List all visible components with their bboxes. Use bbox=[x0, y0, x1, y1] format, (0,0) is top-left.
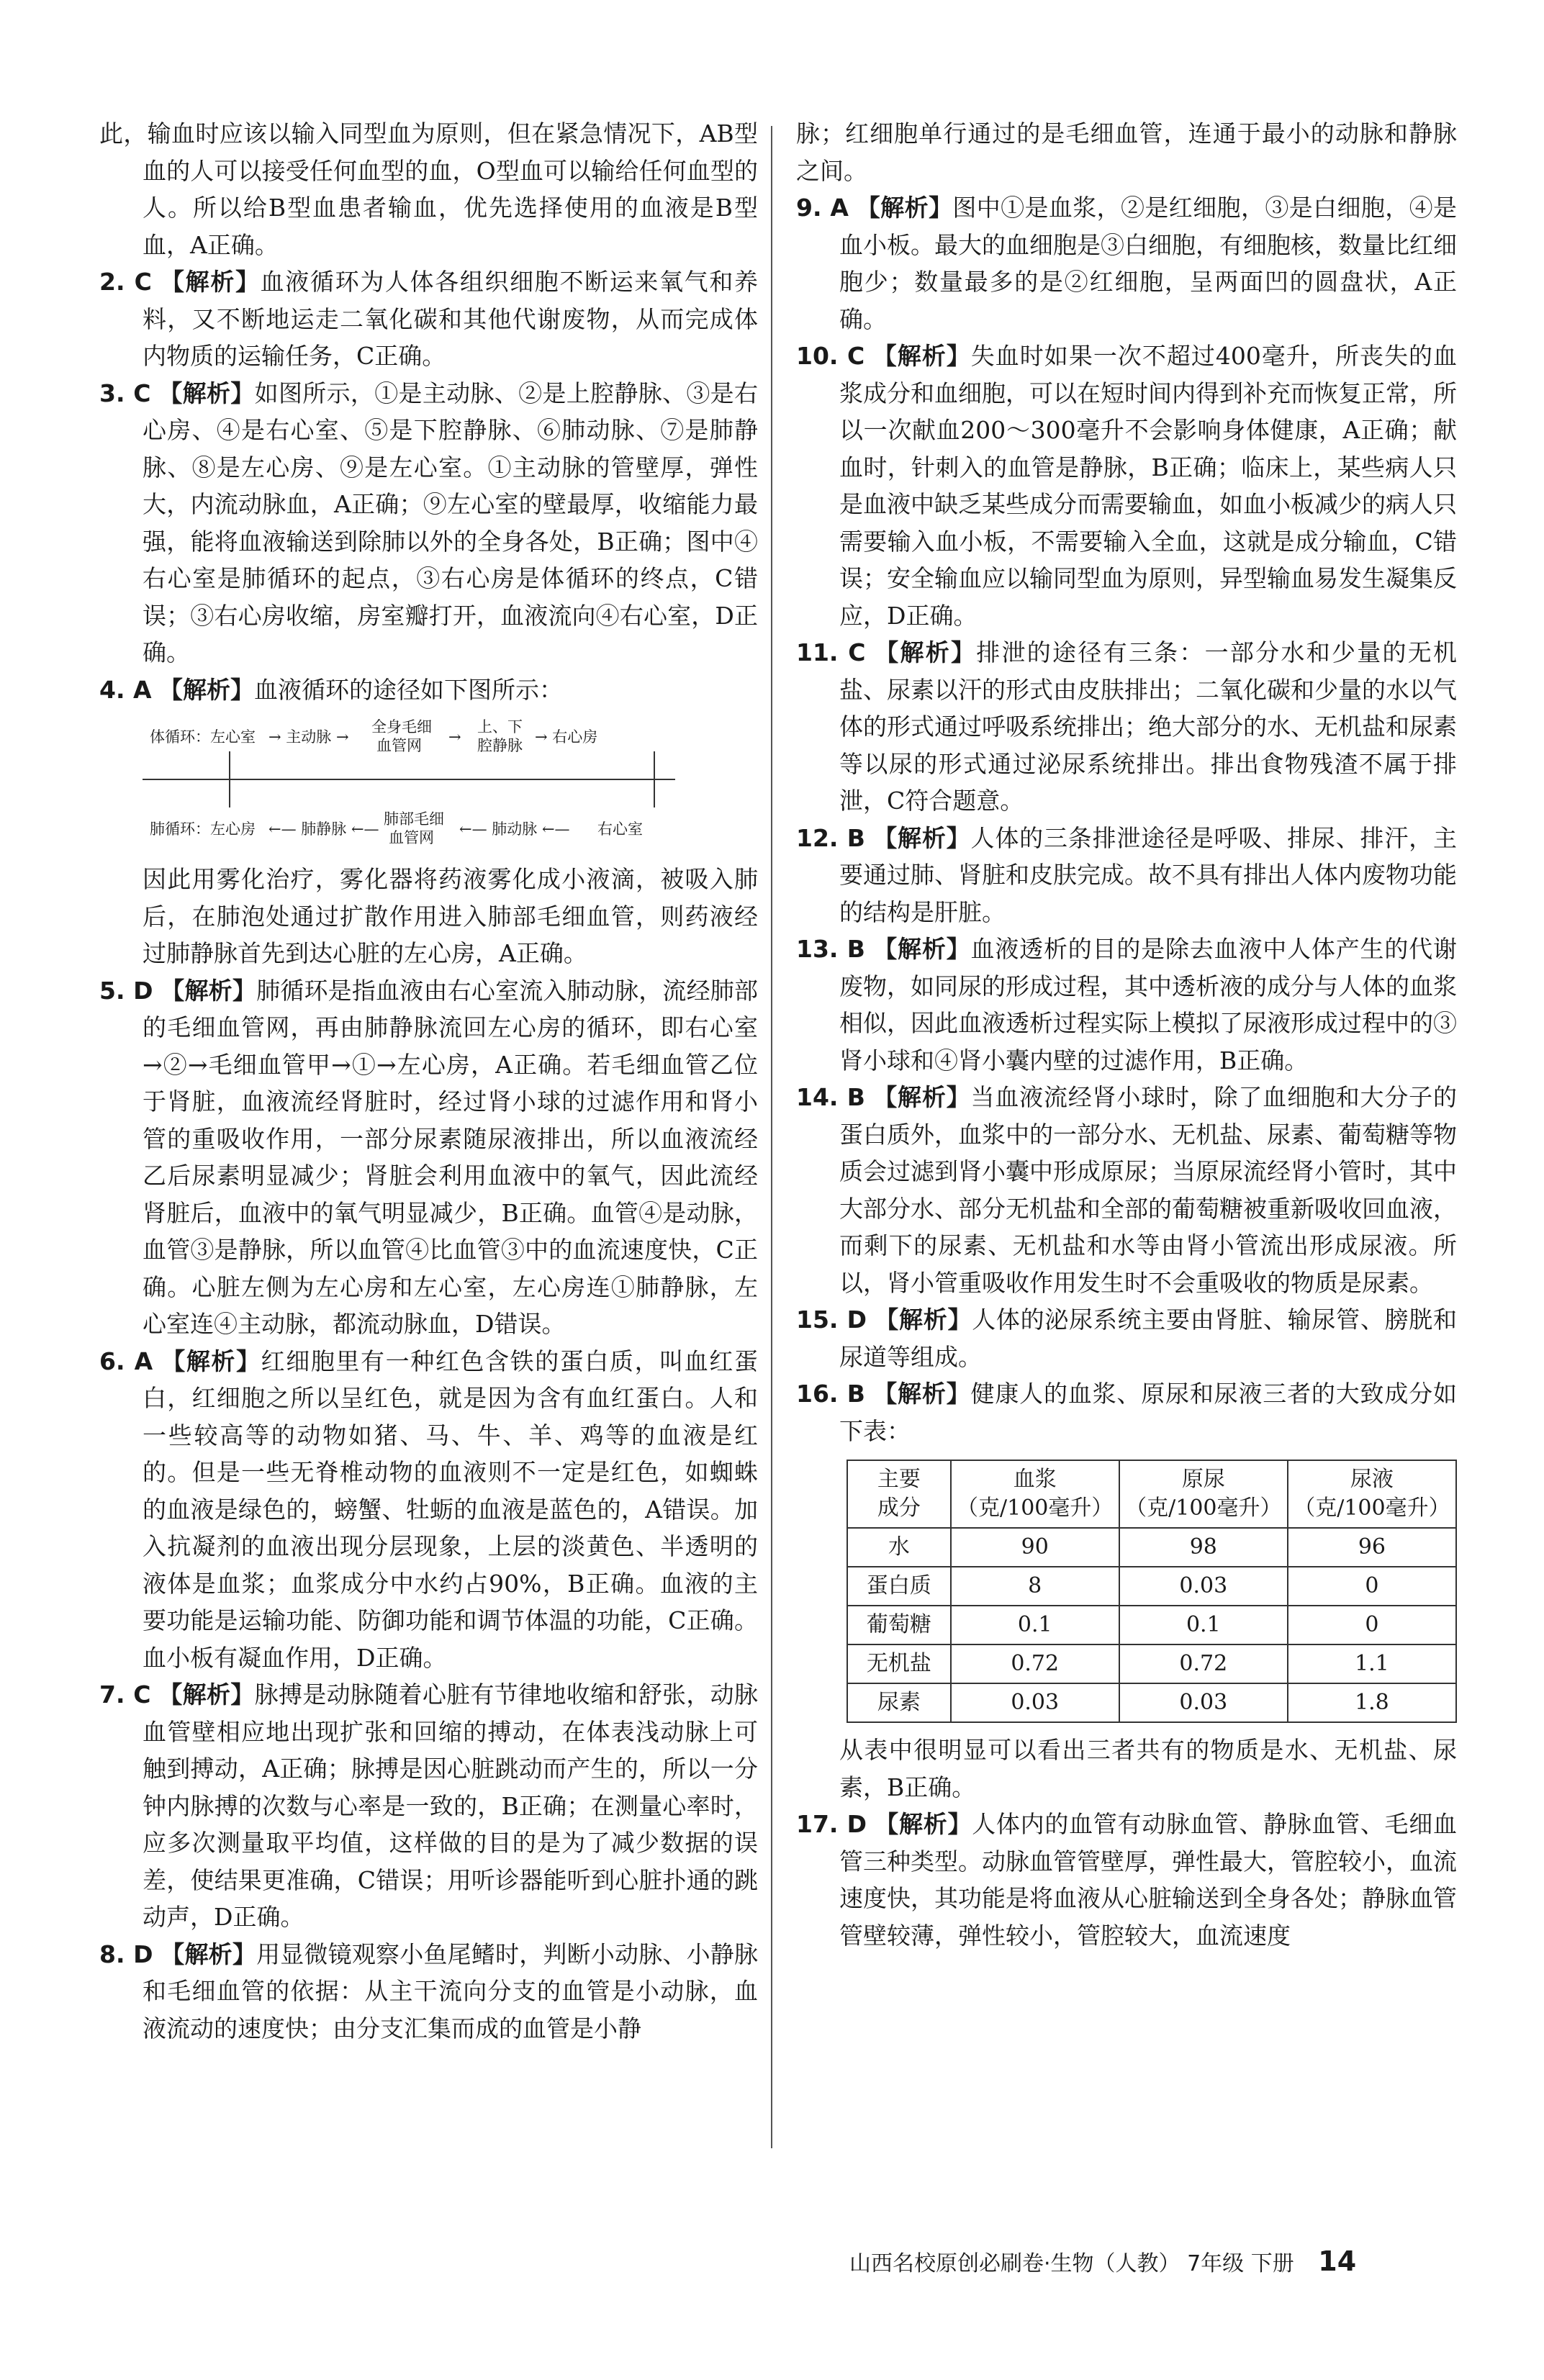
answer-text: 人体的三条排泄途径是呼吸、排尿、排汗，主要通过肺、肾脏和皮肤完成。故不具有排出人体内废物功能的结构是肝脏。 bbox=[839, 823, 1457, 926]
page-number: 14 bbox=[1318, 2245, 1357, 2277]
answer-text: 健康人的血浆、原尿和尿液三者的大致成分如下表： bbox=[839, 1380, 1457, 1445]
answer-text: 人体内的血管有动脉血管、静脉血管、毛细血管三种类型。动脉血管管壁厚，弹性最大，管腔较小，血流速度快，其功能是将血液从心脏输送到全身各处；静脉血管管壁较薄，弹性较小，管腔较大，血流速度 bbox=[839, 1810, 1458, 1950]
row-label: 葡萄糖 bbox=[847, 1606, 951, 1644]
divider-line bbox=[143, 779, 675, 780]
header-unit: （克/100毫升） bbox=[957, 1496, 1114, 1521]
lung-capillary-line2: 血管网 bbox=[389, 829, 434, 846]
answer-number: 17. D bbox=[796, 1810, 867, 1838]
table-cell: 1.8 bbox=[1288, 1683, 1456, 1722]
answer-number: 5. D bbox=[99, 976, 153, 1005]
table-cell: 0.1 bbox=[951, 1606, 1119, 1644]
answer-16-continued bbox=[796, 1732, 1457, 1806]
answer-5 bbox=[99, 972, 758, 1343]
table-row bbox=[847, 1644, 1456, 1683]
answer-text: 血液循环的途径如下图所示： bbox=[254, 675, 564, 704]
body-vein-line2: 腔静脉 bbox=[477, 737, 523, 754]
lung-right-ventricle: 右心室 bbox=[597, 820, 643, 838]
lung-capillary-line1: 肺部毛细 bbox=[384, 810, 444, 828]
table-cell: 0.03 bbox=[951, 1683, 1119, 1722]
answer-14 bbox=[796, 1079, 1457, 1301]
analysis-tag: 【解析】 bbox=[873, 935, 971, 963]
answer-text: 红细胞里有一种红色含铁的蛋白质，叫血红蛋白，红细胞之所以呈红色，就是因为含有血红蛋白。人和一些较高等的动物如猪、马、牛、羊、鸡等的血液是红的。但是一些无脊椎动物的血液则不一定是红色，如蜘蛛的血液是绿色的，螃蟹、牡蛎的血液是蓝色的，A错误。加入抗凝剂的血液出现分层现象，上层的淡黄色、半透明的液体是血浆；血浆成分中水约占90%，B正确。血液的主要功能是运输功能、防御功能和调节体温的功能，C正确。血小板有凝血作用，D正确。 bbox=[143, 1347, 759, 1672]
analysis-tag: 【解析】 bbox=[875, 1306, 972, 1334]
answer-16 bbox=[796, 1375, 1457, 1449]
page-footer bbox=[849, 2245, 1468, 2277]
analysis-tag: 【解析】 bbox=[161, 268, 261, 296]
answer-8-continued bbox=[796, 115, 1457, 189]
answer-number: 15. D bbox=[796, 1306, 867, 1334]
answer-number: 11. C bbox=[796, 638, 866, 666]
body-arrow: → bbox=[448, 728, 461, 746]
table-row bbox=[847, 1683, 1456, 1722]
header-text: 尿液 bbox=[1350, 1467, 1394, 1492]
answer-number: 13. B bbox=[796, 935, 865, 963]
answer-text: 此，输血时应该以输入同型血为原则，但在紧急情况下，AB型血的人可以接受任何血型的血，O型血可以输给任何血型的人。所以给B型血患者输血，优先选择使用的血液是B型血，A正确。 bbox=[99, 119, 758, 259]
header-unit: （克/100毫升） bbox=[1125, 1496, 1282, 1521]
body-capillary-line1: 全身毛细 bbox=[371, 718, 432, 736]
footer-series: 山西名校原创必刷卷·生物（人教） bbox=[849, 2251, 1180, 2276]
table-cell: 0 bbox=[1288, 1606, 1456, 1644]
analysis-tag: 【解析】 bbox=[873, 823, 971, 852]
answer-text: 失血时如果一次不超过400毫升，所丧失的血浆成分和血细胞，可以在短时间内得到补充而恢复正常，所以一次献血200～300毫升不会影响身体健康，A正确；献血时，针刺入的血管是静脉，B正确；临床上，某些病人只是血液中缺乏某些成分而需要输血，如血小板减少的病人只需要输入血小板，不需要输入全血，这就是成分输血，C错误；安全输血应以输同型血为原则，异型输血易发生凝集反应，D正确。 bbox=[839, 342, 1457, 630]
answer-4-continued bbox=[99, 861, 758, 972]
answer-number: 16. B bbox=[796, 1380, 865, 1408]
table-header-cell bbox=[951, 1460, 1119, 1528]
row-label: 尿素 bbox=[847, 1683, 951, 1722]
answer-number: 12. B bbox=[796, 823, 865, 852]
table-cell: 1.1 bbox=[1288, 1644, 1456, 1683]
table-row bbox=[847, 1528, 1456, 1567]
answer-12 bbox=[796, 820, 1457, 931]
column-divider bbox=[771, 126, 772, 2148]
analysis-tag: 【解析】 bbox=[158, 379, 255, 407]
analysis-tag: 【解析】 bbox=[159, 675, 255, 704]
body-arrow-aorta: → 主动脉 → bbox=[268, 728, 349, 746]
answer-text: 人体的泌尿系统主要由肾脏、输尿管、膀胱和尿道等组成。 bbox=[839, 1306, 1458, 1371]
header-text: 原尿 bbox=[1181, 1467, 1225, 1492]
left-column bbox=[99, 115, 758, 2047]
table-row bbox=[847, 1606, 1456, 1644]
answer-10 bbox=[796, 338, 1457, 634]
table-cell: 0.03 bbox=[1119, 1683, 1288, 1722]
table-cell: 8 bbox=[951, 1567, 1119, 1606]
analysis-tag: 【解析】 bbox=[875, 1810, 972, 1838]
answer-number: 8. D bbox=[99, 1940, 153, 1968]
analysis-tag: 【解析】 bbox=[872, 342, 971, 370]
table-header-cell bbox=[1288, 1460, 1456, 1528]
analysis-tag: 【解析】 bbox=[161, 1347, 261, 1375]
answer-2 bbox=[99, 263, 758, 375]
answer-3 bbox=[99, 375, 758, 671]
answer-number: 4. A bbox=[99, 675, 152, 704]
answer-text: 排泄的途径有三条：一部分水和少量的无机盐、尿素以汗的形式由皮肤排出；二氧化碳和少量的水以气体的形式通过呼吸系统排出；绝大部分的水、无机盐和尿素等以尿的形式通过泌尿系统排出。排出食物残渣不属于排泄，C符合题意。 bbox=[839, 638, 1458, 815]
connector-right bbox=[654, 751, 655, 807]
answer-text: 从表中很明显可以看出三者共有的物质是水、无机盐、尿素，B正确。 bbox=[839, 1736, 1457, 1801]
answer-text: 用显微镜观察小鱼尾鳍时，判断小动脉、小静脉和毛细血管的依据：从主干流向分支的血管是小动脉，血液流动的速度快；由分支汇集而成的血管是小静 bbox=[143, 1940, 758, 2042]
circulation-diagram bbox=[143, 714, 758, 856]
analysis-tag: 【解析】 bbox=[875, 638, 977, 666]
composition-table bbox=[847, 1460, 1457, 1723]
analysis-tag: 【解析】 bbox=[161, 1940, 257, 1968]
table-cell: 98 bbox=[1119, 1528, 1288, 1567]
answer-number: 6. A bbox=[99, 1347, 153, 1375]
body-circulation-label: 体循环：左心室 bbox=[150, 728, 256, 746]
answer-text: 脉；红细胞单行通过的是毛细血管，连通于最小的动脉和静脉之间。 bbox=[796, 119, 1457, 185]
answer-text: 当血液流经肾小球时，除了血细胞和大分子的蛋白质外，血浆中的一部分水、无机盐、尿素、葡萄糖等物质会过滤到肾小囊中形成原尿；当原尿流经肾小管时，其中大部分水、部分无机盐和全部的葡萄糖被重新吸收回血液，而剩下的尿素、无机盐和水等由肾小管流出形成尿液。所以，肾小管重吸收作用发生时不会重吸收的物质是尿素。 bbox=[839, 1083, 1457, 1297]
body-capillary-line2: 血管网 bbox=[376, 737, 422, 754]
table-cell: 0.03 bbox=[1119, 1567, 1288, 1606]
answer-8 bbox=[99, 1936, 758, 2048]
table-cell: 0.1 bbox=[1119, 1606, 1288, 1644]
header-text: 成分 bbox=[877, 1496, 921, 1521]
answer-9 bbox=[796, 189, 1457, 338]
lung-arrow-pulmonary-artery: ←— 肺动脉 ←— bbox=[459, 820, 570, 838]
answer-1-continued bbox=[99, 115, 758, 263]
answer-number: 14. B bbox=[796, 1083, 865, 1111]
answer-text: 如图所示，①是主动脉、②是上腔静脉、③是右心房、④是右心室、⑤是下腔静脉、⑥肺动脉、⑦是肺静脉、⑧是左心房、⑨是左心室。①主动脉的管壁厚，弹性大，内流动脉血，A正确；⑨左心室的壁最厚，收缩能力最强，能将血液输送到除肺以外的全身各处，B正确；图中④右心室是肺循环的起点，③右心房是体循环的终点，C错误；③右心房收缩，房室瓣打开，血液流向④右心室，D正确。 bbox=[143, 379, 758, 666]
answer-number: 2. C bbox=[99, 268, 152, 296]
answer-4 bbox=[99, 671, 758, 709]
table-cell: 0.72 bbox=[951, 1644, 1119, 1683]
lung-arrow-pulmonary-vein: ←— 肺静脉 ←— bbox=[268, 820, 379, 838]
answer-text: 因此用雾化治疗，雾化器将药液雾化成小液滴，被吸入肺后，在肺泡处通过扩散作用进入肺部毛细血管，则药液经过肺静脉首先到达心脏的左心房，A正确。 bbox=[143, 865, 758, 967]
table-header-cell bbox=[1119, 1460, 1288, 1528]
answer-number: 9. A bbox=[796, 194, 849, 222]
right-column bbox=[796, 115, 1457, 1954]
answer-15 bbox=[796, 1301, 1457, 1375]
answer-text: 血液透析的目的是除去血液中人体产生的代谢废物，如同尿的形成过程，其中透析液的成分与人体的血浆相似，因此血液透析过程实际上模拟了尿液形成过程中的③肾小球和④肾小囊内壁的过滤作用，B正确。 bbox=[839, 935, 1457, 1074]
answer-text: 血液循环为人体各组织细胞不断运来氧气和养料，又不断地运走二氧化碳和其他代谢废物，从而完成体内物质的运输任务，C正确。 bbox=[143, 268, 758, 370]
analysis-tag: 【解析】 bbox=[873, 1083, 971, 1111]
analysis-tag: 【解析】 bbox=[161, 976, 257, 1005]
answer-number: 7. C bbox=[99, 1680, 151, 1709]
answer-13 bbox=[796, 931, 1457, 1079]
header-text: 血浆 bbox=[1013, 1467, 1057, 1492]
table-cell: 96 bbox=[1288, 1528, 1456, 1567]
table-cell: 0.72 bbox=[1119, 1644, 1288, 1683]
answer-text: 图中①是血浆，②是红细胞，③是白细胞，④是血小板。最大的血细胞是③白细胞，有细胞核，数量比红细胞少；数量最多的是②红细胞，呈两面凹的圆盘状，A正确。 bbox=[839, 194, 1458, 333]
answer-number: 3. C bbox=[99, 379, 151, 407]
analysis-tag: 【解析】 bbox=[856, 194, 953, 222]
answer-11 bbox=[796, 634, 1457, 820]
table-header-cell bbox=[847, 1460, 951, 1528]
analysis-tag: 【解析】 bbox=[158, 1680, 255, 1709]
header-unit: （克/100毫升） bbox=[1294, 1496, 1450, 1521]
answer-17 bbox=[796, 1806, 1457, 1954]
table-row bbox=[847, 1567, 1456, 1606]
analysis-tag: 【解析】 bbox=[873, 1380, 971, 1408]
table-header-row bbox=[847, 1460, 1456, 1528]
body-vein-line1: 上、下 bbox=[477, 718, 523, 736]
footer-grade: 7年级 bbox=[1187, 2251, 1245, 2276]
answer-number: 10. C bbox=[796, 342, 865, 370]
answer-text: 肺循环是指血液由右心室流入肺动脉，流经肺部的毛细血管网，再由肺静脉流回左心房的循环，即右心室→②→毛细血管甲→①→左心房，A正确。若毛细血管乙位于肾脏，血液流经肾脏时，经过肾小球的过滤作用和肾小管的重吸收作用，一部分尿素随尿液排出，所以血液流经乙后尿素明显减少；肾脏会利用血液中的氧气，因此流经肾脏后，血液中的氧气明显减少，B正确。血管④是动脉，血管③是静脉，所以血管④比血管③中的血流速度快，C正确。心脏左侧为左心房和左心室，左心房连①肺静脉，左心室连④主动脉，都流动脉血，D错误。 bbox=[143, 976, 758, 1338]
answer-6 bbox=[99, 1343, 758, 1677]
lung-circulation-label: 肺循环：左心房 bbox=[150, 820, 256, 838]
table-cell: 90 bbox=[951, 1528, 1119, 1567]
header-text: 主要 bbox=[877, 1467, 921, 1492]
answer-text: 脉搏是动脉随着心脏有节律地收缩和舒张，动脉血管壁相应地出现扩张和回缩的搏动，在体表浅动脉上可触到搏动，A正确；脉搏是因心脏跳动而产生的，所以一分钟内脉搏的次数与心率是一致的，B正确；在测量心率时，应多次测量取平均值，这样做的目的是为了减少数据的误差，使结果更准确，C错误；用听诊器能听到心脏扑通的跳动声，D正确。 bbox=[143, 1680, 758, 1931]
row-label: 无机盐 bbox=[847, 1644, 951, 1683]
row-label: 蛋白质 bbox=[847, 1567, 951, 1606]
table-cell: 0 bbox=[1288, 1567, 1456, 1606]
footer-volume: 下册 bbox=[1250, 2251, 1294, 2276]
answer-7 bbox=[99, 1676, 758, 1936]
row-label: 水 bbox=[847, 1528, 951, 1567]
body-right-atrium: → 右心房 bbox=[535, 728, 598, 746]
